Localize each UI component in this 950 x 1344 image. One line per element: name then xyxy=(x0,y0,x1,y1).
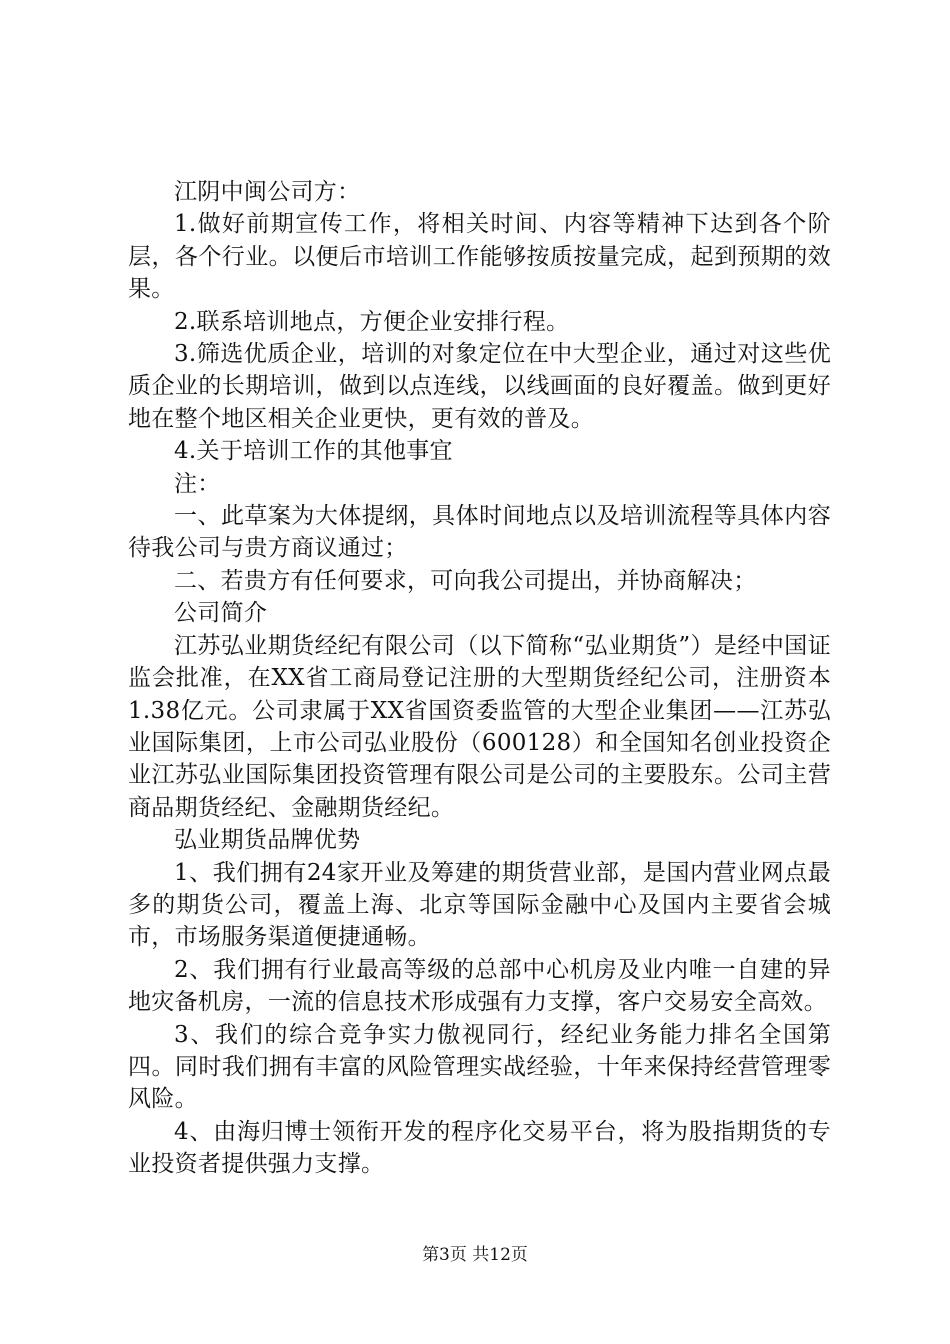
advantage-2: 2、我们拥有行业最高等级的总部中心机房及业内唯一自建的异地灾备机房，一流的信息技术形成强有力支撑，客户交易安全高效。 xyxy=(128,956,831,1016)
item-2-venue: 2.联系培训地点，方便企业安排行程。 xyxy=(174,308,570,335)
salutation: 江阴中闽公司方： xyxy=(174,179,361,205)
brand-advantages-heading: 弘业期货品牌优势 xyxy=(174,827,361,854)
company-intro-paragraph: 江苏弘业期货经纪有限公司（以下简称“弘业期货”）是经中国证监会批准，在XX省工商局登记注册的大型期货经纪公司，注册资本1.38亿元。公司隶属于XX省国资委监管的大型企业集团——江苏弘业国际集团，上市公司弘业股份（600128）和全国知名创业投资企业江苏弘业国际集团投资管理有限公司是公司的主要股东。公司主营商品期货经纪、金融期货经纪。 xyxy=(128,632,831,821)
note-heading: 注： xyxy=(174,470,221,497)
advantage-4: 4、由海归博士领衔开发的程序化交易平台，将为股指期货的专业投资者提供强力支撑。 xyxy=(128,1118,831,1178)
advantage-3: 3、我们的综合竞争实力傲视同行，经纪业务能力排名全国第四。同时我们拥有丰富的风险管理实战经验，十年来保持经营管理零风险。 xyxy=(128,1021,831,1113)
item-4-other-matters: 4.关于培训工作的其他事宜 xyxy=(174,438,453,465)
company-intro-heading: 公司简介 xyxy=(174,600,268,627)
item-3-screening: 3.筛选优质企业，培训的对象定位在中大型企业，通过对这些优质企业的长期培训，做到以点连线，以线画面的良好覆盖。做到更好地在整个地区相关企业更快，更有效的普及。 xyxy=(128,341,831,432)
note-1: 一、此草案为大体提纲，具体时间地点以及培训流程等具体内容待我公司与贵方商议通过； xyxy=(128,503,831,562)
page-footer: 第3页 共12页 xyxy=(422,1245,528,1265)
advantage-1: 1、我们拥有24家开业及筹建的期货营业部，是国内营业网点最多的期货公司，覆盖上海、北京等国际金融中心及国内主要省会城市，市场服务渠道便捷通畅。 xyxy=(128,859,831,951)
item-1-publicity: 1.做好前期宣传工作，将相关时间、内容等精神下达到各个阶层，各个行业。以便后市培训工作能够按质按量完成，起到预期的效果。 xyxy=(128,211,831,303)
note-2: 二、若贵方有任何要求，可向我公司提出，并协商解决； xyxy=(174,567,757,594)
document-body xyxy=(128,176,831,1181)
